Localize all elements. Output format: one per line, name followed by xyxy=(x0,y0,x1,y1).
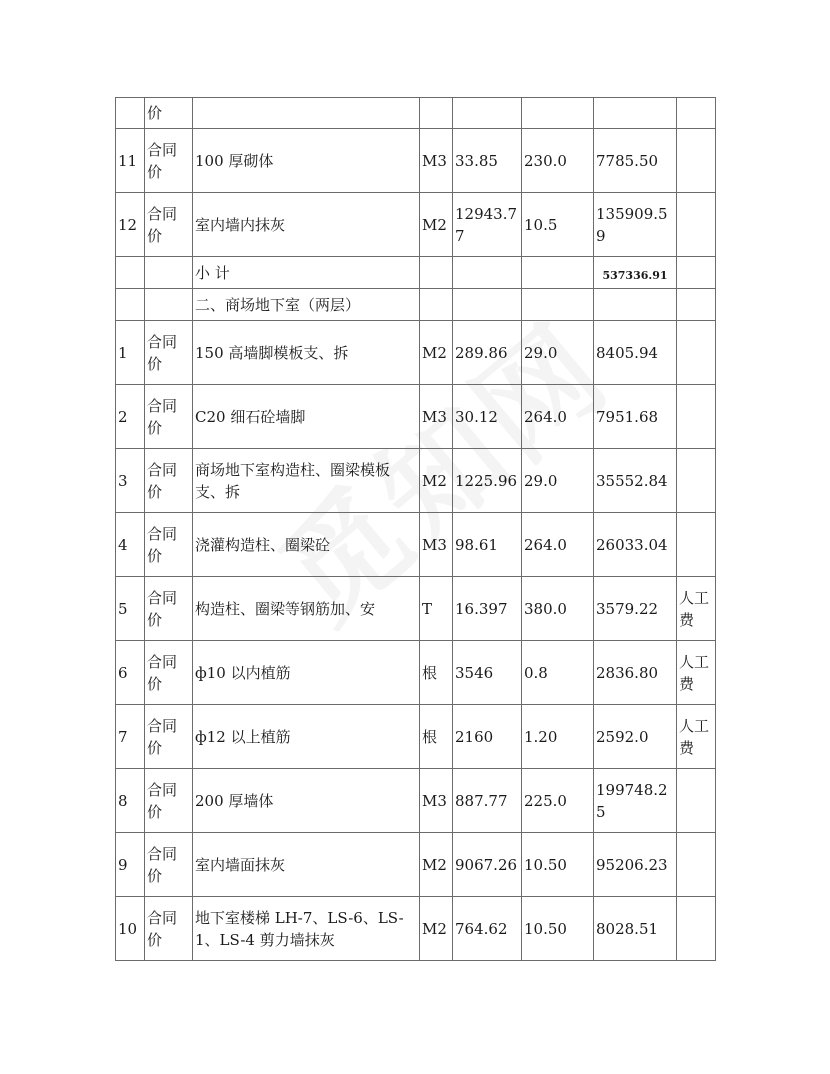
cell-qty: 887.77 xyxy=(453,769,522,833)
cell-note xyxy=(677,98,716,129)
cell-unit: 根 xyxy=(420,705,453,769)
cell-name: 浇灌构造柱、圈梁砼 xyxy=(193,513,420,577)
cell-note xyxy=(677,193,716,257)
cell-type: 合同价 xyxy=(145,577,193,641)
table-row xyxy=(116,577,716,641)
table-row xyxy=(116,385,716,449)
cell-price: 225.0 xyxy=(522,769,594,833)
cell-note xyxy=(677,449,716,513)
cell-no: 5 xyxy=(116,577,145,641)
cell-note xyxy=(677,321,716,385)
table-row xyxy=(116,705,716,769)
subtotal-row xyxy=(116,257,716,289)
cell-qty: 98.61 xyxy=(453,513,522,577)
cell-note: 人工费 xyxy=(677,705,716,769)
cell-type: 合同价 xyxy=(145,705,193,769)
table-row xyxy=(116,129,716,193)
cell-amount: 3579.22 xyxy=(594,577,677,641)
cell-unit xyxy=(420,257,453,289)
cell-note: 人工费 xyxy=(677,641,716,705)
cell-type: 合同价 xyxy=(145,449,193,513)
cell-no: 9 xyxy=(116,833,145,897)
cell-note: 人工费 xyxy=(677,577,716,641)
table-row xyxy=(116,769,716,833)
subtotal-amount: 537336.91 xyxy=(594,257,677,289)
cell-type: 合同价 xyxy=(145,321,193,385)
cell-unit: M3 xyxy=(420,513,453,577)
cell-type xyxy=(145,289,193,321)
cell-name: 100 厚砌体 xyxy=(193,129,420,193)
cell-unit: M3 xyxy=(420,129,453,193)
cell-amount: 95206.23 xyxy=(594,833,677,897)
cell-qty: 33.85 xyxy=(453,129,522,193)
cell-unit: M2 xyxy=(420,321,453,385)
cell-type: 合同价 xyxy=(145,513,193,577)
table-row xyxy=(116,641,716,705)
cell-price: 230.0 xyxy=(522,129,594,193)
cell-name: 室内墙面抹灰 xyxy=(193,833,420,897)
cell-no: 3 xyxy=(116,449,145,513)
cell-amount: 8405.94 xyxy=(594,321,677,385)
cell-name: 150 高墙脚模板支、拆 xyxy=(193,321,420,385)
cell-no xyxy=(116,257,145,289)
cell-price: 1.20 xyxy=(522,705,594,769)
cell-unit: T xyxy=(420,577,453,641)
cell-price xyxy=(522,257,594,289)
table-row xyxy=(116,193,716,257)
cell-note xyxy=(677,513,716,577)
cell-qty: 30.12 xyxy=(453,385,522,449)
cell-amount: 7785.50 xyxy=(594,129,677,193)
cell-price: 10.50 xyxy=(522,833,594,897)
cell-price: 29.0 xyxy=(522,321,594,385)
table-row xyxy=(116,449,716,513)
cell-unit xyxy=(420,289,453,321)
cell-qty: 2160 xyxy=(453,705,522,769)
cell-unit: M2 xyxy=(420,449,453,513)
cell-no: 2 xyxy=(116,385,145,449)
cell-type: 合同价 xyxy=(145,385,193,449)
cell-amount: 2592.0 xyxy=(594,705,677,769)
cell-qty: 12943.77 xyxy=(453,193,522,257)
cell-name: C20 细石砼墙脚 xyxy=(193,385,420,449)
cell-amount xyxy=(594,289,677,321)
table-row xyxy=(116,833,716,897)
cell-price xyxy=(522,289,594,321)
cell-no: 1 xyxy=(116,321,145,385)
cell-type: 合同价 xyxy=(145,129,193,193)
cell-amount: 7951.68 xyxy=(594,385,677,449)
cell-note xyxy=(677,897,716,961)
cell-no xyxy=(116,98,145,129)
cell-type: 合同价 xyxy=(145,833,193,897)
table-body-part2 xyxy=(116,321,716,961)
cell-price: 29.0 xyxy=(522,449,594,513)
cell-name: ф10 以内植筋 xyxy=(193,641,420,705)
cell-no: 6 xyxy=(116,641,145,705)
cell-note xyxy=(677,769,716,833)
cell-unit xyxy=(420,98,453,129)
table-row xyxy=(116,897,716,961)
cell-no: 10 xyxy=(116,897,145,961)
cell-type: 合同价 xyxy=(145,897,193,961)
cell-price: 264.0 xyxy=(522,513,594,577)
cell-unit: 根 xyxy=(420,641,453,705)
section-row xyxy=(116,289,716,321)
cell-price: 10.50 xyxy=(522,897,594,961)
cell-note xyxy=(677,385,716,449)
cell-no: 12 xyxy=(116,193,145,257)
cell-name: 地下室楼梯 LH-7、LS-6、LS-1、LS-4 剪力墙抹灰 xyxy=(193,897,420,961)
cell-price: 264.0 xyxy=(522,385,594,449)
cell-no: 4 xyxy=(116,513,145,577)
cell-unit: M2 xyxy=(420,833,453,897)
cell-note xyxy=(677,289,716,321)
cell-name: ф12 以上植筋 xyxy=(193,705,420,769)
cell-note xyxy=(677,257,716,289)
cell-unit: M2 xyxy=(420,193,453,257)
cell-unit: M3 xyxy=(420,769,453,833)
cell-no xyxy=(116,289,145,321)
table-row xyxy=(116,321,716,385)
cell-unit: M3 xyxy=(420,385,453,449)
table-row-continuation xyxy=(116,98,716,129)
cost-table xyxy=(115,97,716,961)
cell-name: 商场地下室构造柱、圈梁模板支、拆 xyxy=(193,449,420,513)
cell-unit: M2 xyxy=(420,897,453,961)
cell-price: 380.0 xyxy=(522,577,594,641)
cell-qty xyxy=(453,257,522,289)
cell-name: 室内墙内抹灰 xyxy=(193,193,420,257)
cell-qty: 3546 xyxy=(453,641,522,705)
cell-no: 8 xyxy=(116,769,145,833)
cell-qty xyxy=(453,289,522,321)
cell-qty: 1225.96 xyxy=(453,449,522,513)
cell-no: 11 xyxy=(116,129,145,193)
table-body-part1 xyxy=(116,129,716,257)
cell-name: 200 厚墙体 xyxy=(193,769,420,833)
cell-no: 7 xyxy=(116,705,145,769)
cell-type: 合同价 xyxy=(145,193,193,257)
cell-type: 价 xyxy=(145,98,193,129)
cell-type: 合同价 xyxy=(145,769,193,833)
cell-name: 构造柱、圈梁等钢筋加、安 xyxy=(193,577,420,641)
cell-note xyxy=(677,833,716,897)
cell-note xyxy=(677,129,716,193)
table-row xyxy=(116,513,716,577)
cell-amount: 199748.25 xyxy=(594,769,677,833)
cell-price: 0.8 xyxy=(522,641,594,705)
cell-price: 10.5 xyxy=(522,193,594,257)
cell-qty: 289.86 xyxy=(453,321,522,385)
cell-type xyxy=(145,257,193,289)
cell-amount: 135909.59 xyxy=(594,193,677,257)
cell-amount: 2836.80 xyxy=(594,641,677,705)
cell-qty: 16.397 xyxy=(453,577,522,641)
subtotal-label: 小 计 xyxy=(193,257,420,289)
cell-price xyxy=(522,98,594,129)
cell-amount: 35552.84 xyxy=(594,449,677,513)
cell-name xyxy=(193,98,420,129)
cell-qty xyxy=(453,98,522,129)
cell-type: 合同价 xyxy=(145,641,193,705)
cell-amount: 26033.04 xyxy=(594,513,677,577)
section-title: 二、商场地下室（两层） xyxy=(193,289,420,321)
cell-amount xyxy=(594,98,677,129)
cell-amount: 8028.51 xyxy=(594,897,677,961)
cell-qty: 764.62 xyxy=(453,897,522,961)
cell-qty: 9067.26 xyxy=(453,833,522,897)
